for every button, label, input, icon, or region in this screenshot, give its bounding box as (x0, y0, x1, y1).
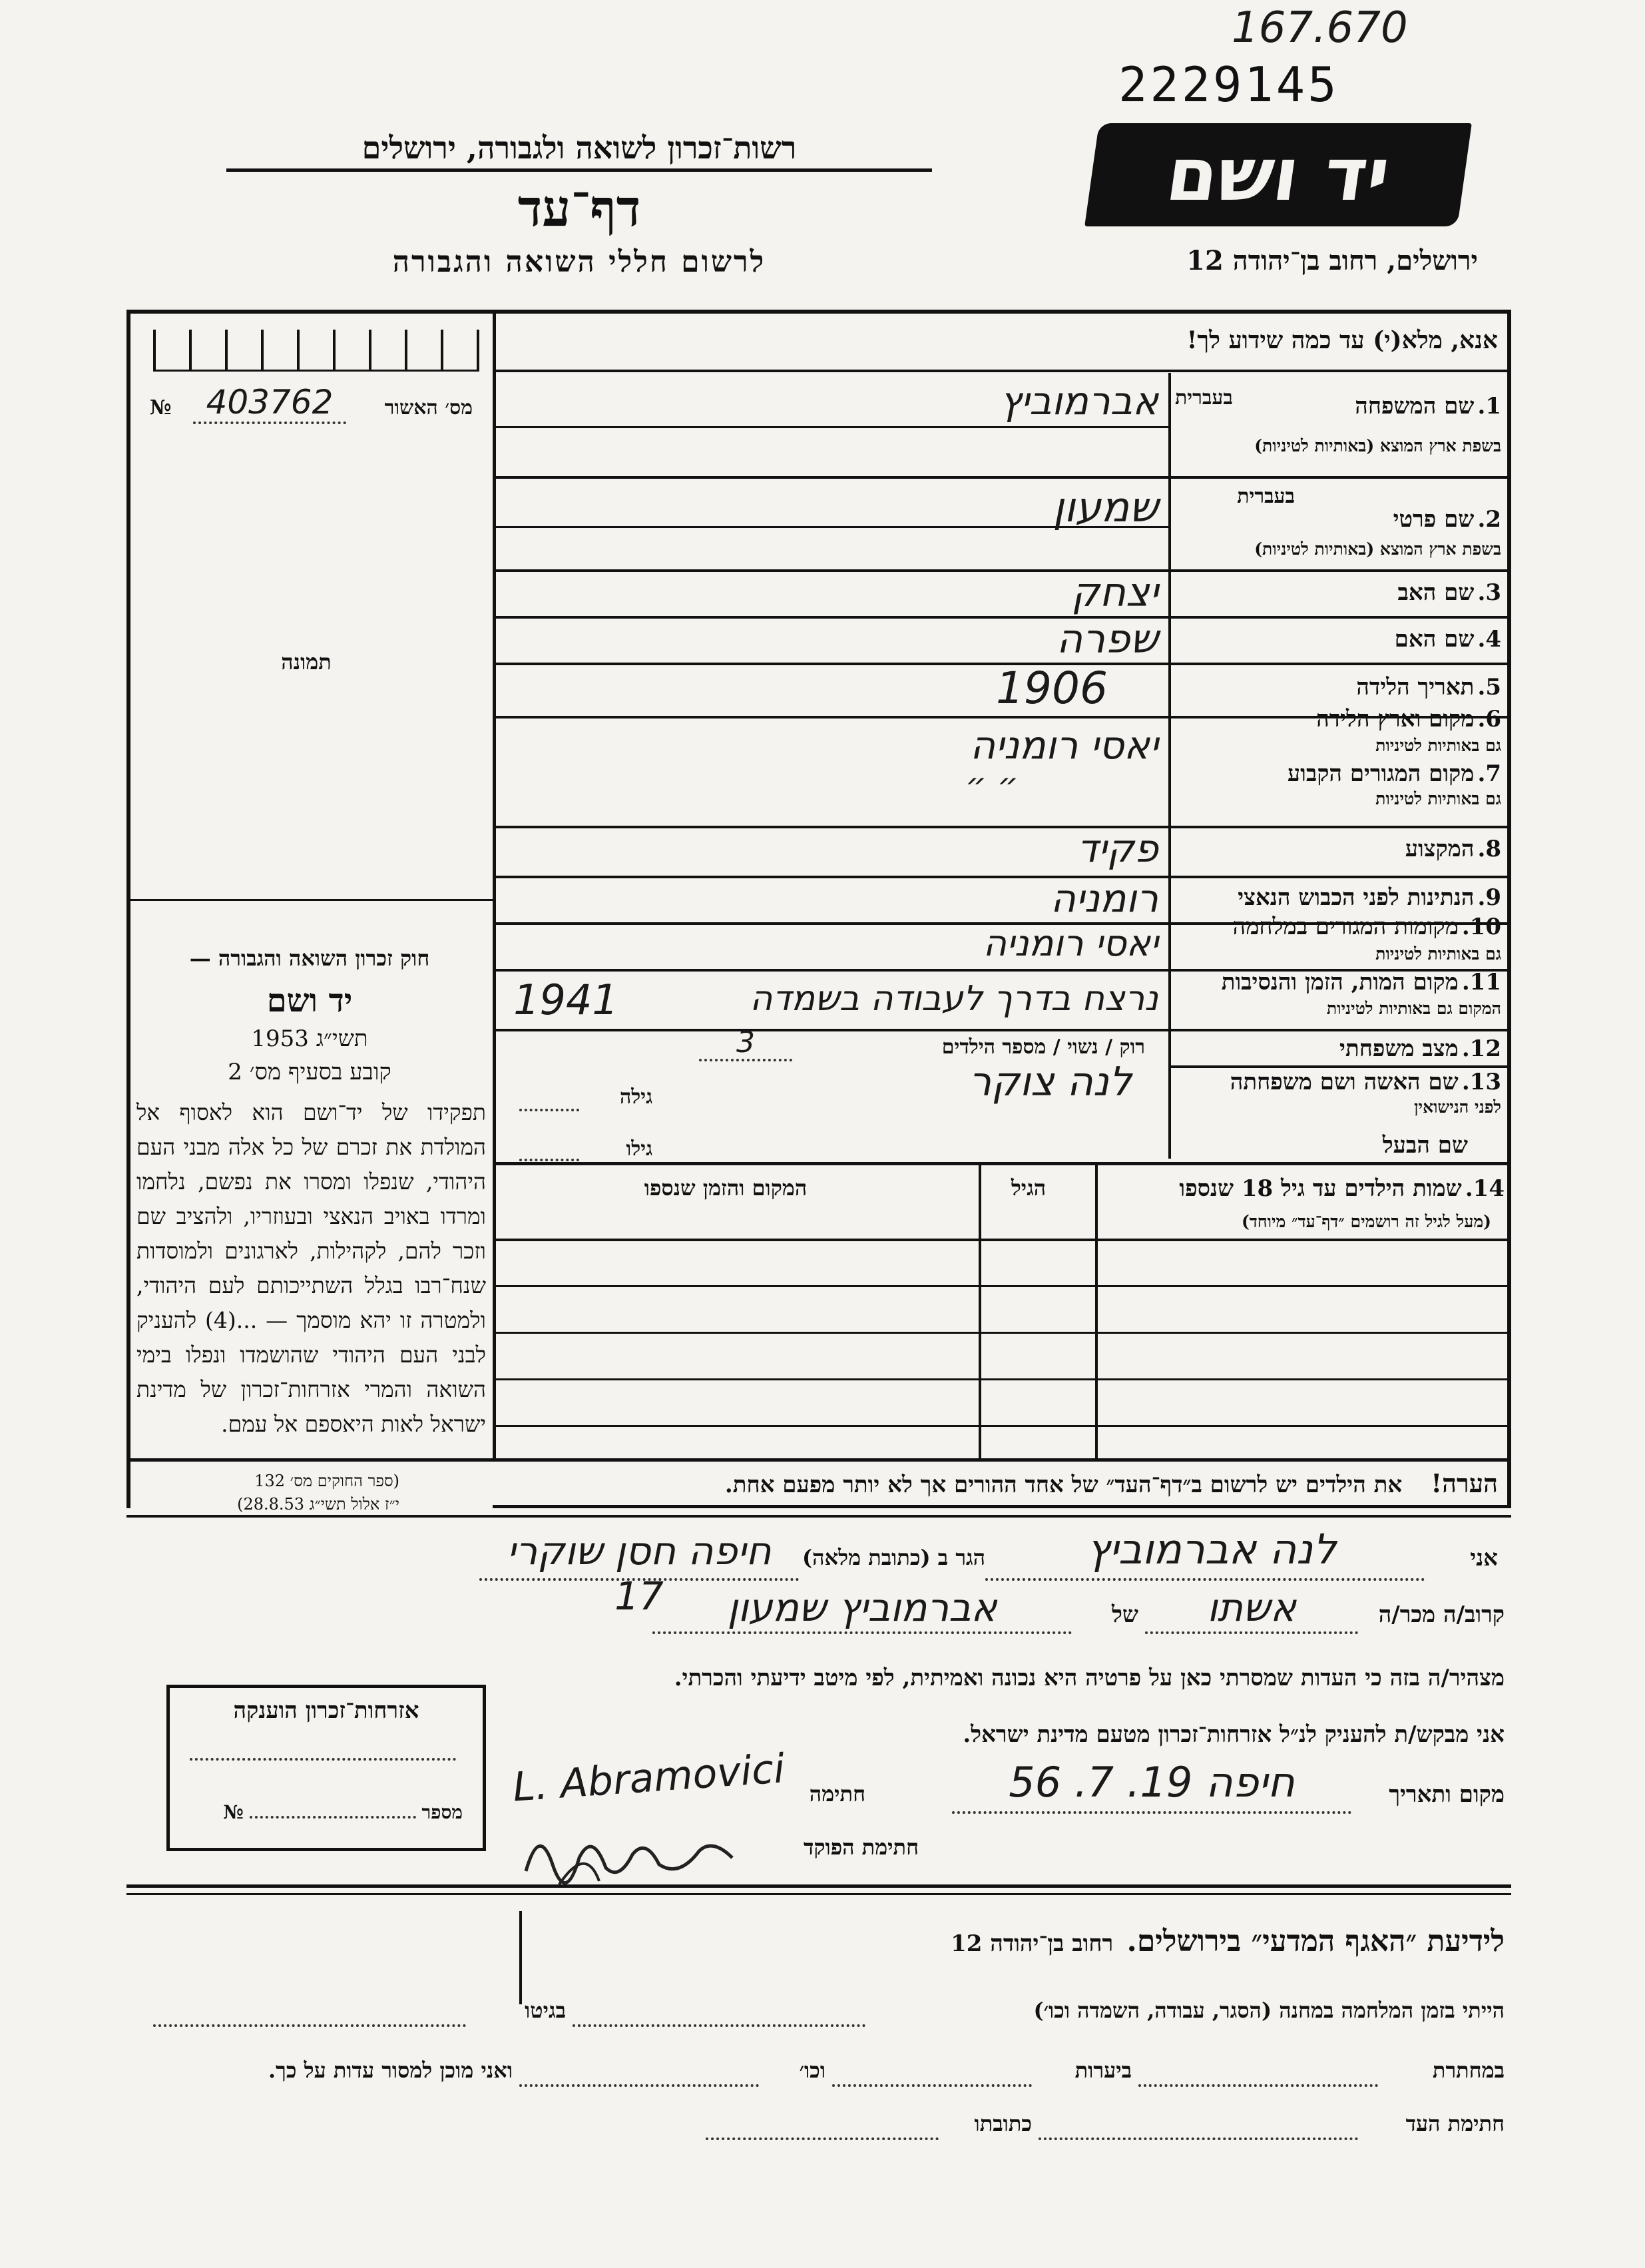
field-14-age-col: הגיל (1011, 1175, 1047, 1201)
handwritten-number: 167.670 (1232, 3, 1408, 53)
decl-residing-label: הגר ב (כתובת מלאה) (802, 1545, 985, 1570)
stamp-number: 2229145 (1118, 57, 1339, 113)
approval-label: מס׳ האשור (384, 396, 473, 420)
decl-relative-label: קרוב/ה מכר/ה (1378, 1601, 1505, 1628)
field-2-value: שמעון (1053, 483, 1158, 531)
decl-relative-name: אברמוביץ שמעון (727, 1585, 997, 1630)
field-2-label: 2. שם פרטי (1393, 506, 1501, 533)
approval-number: 403762 (193, 383, 346, 424)
law-clause: קובע בסעיף מס׳ 2 (228, 1059, 391, 1085)
field-5-value: 1906 (996, 663, 1108, 714)
field-6-value: יאסי רומניה (970, 722, 1158, 768)
footer-line3-b: כתובתו (974, 2111, 1032, 2136)
logo (1084, 123, 1472, 226)
decl-witness-name: לנה אברמוביץ (1086, 1525, 1337, 1573)
decl-of-label: של (1112, 1601, 1138, 1628)
decl-i-label: אני (1470, 1545, 1498, 1571)
field-3-value: יצחק (1071, 569, 1158, 616)
law-source-1: (ספר החוקים מס׳ 132 (254, 1472, 399, 1490)
photo-label: תמונה (281, 649, 332, 675)
field-10-label: 10. מקומות המגורים במלחמה (1232, 914, 1501, 940)
law-source-2: י״ז אלול תשי״ג 28.8.53) (237, 1495, 399, 1514)
field-12-children: 3 (736, 1025, 755, 1059)
field-13-age-label: גילה (619, 1085, 652, 1109)
law-year: תשי״ג 1953 (251, 1025, 368, 1052)
husband-age-label: גילו (626, 1137, 652, 1161)
field-5-label: 5. תאריך הלידה (1356, 674, 1501, 701)
footer-line2-a: במחתרת (1432, 2058, 1505, 2083)
place-date-value: חיפה 19. 7. 56 (1009, 1758, 1295, 1807)
note-label: הערה! (1431, 1468, 1498, 1498)
field-9-label: 9. הנתינות לפני הכבוש הנאצי (1238, 884, 1501, 911)
logo-text: יד ושם (1161, 132, 1395, 217)
law-text: תפקידו של יד־ושם הוא לאסוף אל המולדת את זכרם של כל אלה מבני העם היהודי, שנפלו ומסרו את נפשם, נלחמו ומרדו באויב הנאצי ובעוזריו, ולהציב שם וזכר להם, לקהילות, לארגונים ולמוסדות שנח־רבו בגלל השתייכותם לעם היהודי, ולמטרה זו יהא מוסמך — ...(4) להעניק לבני העם היהודי שהושמדו ונפלו בימי השואה והמרי אזרחות־זכרון של מדינת ישראל לאות היאספם אל עמם. (136, 1099, 486, 1437)
field-8-value: פקיד (1076, 826, 1158, 871)
field-2-sub: בשפת ארץ המוצא (באותיות לטיניות) (1254, 539, 1501, 559)
officer-signature (519, 1818, 739, 1891)
law-title: חוק זכרון השואה והגבורה — (189, 946, 430, 971)
decl-address: חיפה חסן שוקרי 17 (507, 1528, 772, 1619)
field-13-sub: לפני הנישואין (1414, 1097, 1501, 1117)
field-14-label: 14. שמות הילדים עד גיל 18 שנספו (1179, 1175, 1505, 1202)
law-logo: יד ושם (266, 982, 353, 1019)
footer-title-row (519, 1924, 1505, 1958)
address: ירושלים, רחוב בן־יהודה 12 (1186, 245, 1478, 276)
form-subtitle: לרשום חללי השואה והגבורה (392, 245, 766, 279)
citizenship-number-prefix: № (223, 1801, 244, 1823)
footer-title: לידיעת ״האגף המדעי״ בירושלים. (1126, 1924, 1505, 1958)
signature: L. Abramovici (511, 1745, 787, 1811)
decl-request: אני מבקש/ת להעניק לנ״ל אזרחות־זכרון מטעם מדינת ישראל. (963, 1721, 1505, 1748)
field-7-sub: גם באותיות לטיניות (1375, 789, 1501, 808)
field-7-label: 7. מקום המגורים הקבוע (1287, 760, 1501, 787)
instruction: אנא, מלא(י) עד כמה שידוע לך! (1186, 326, 1498, 354)
field-12-options: רוק / נשוי / מספר הילדים (941, 1035, 1145, 1059)
field-13-label: 13. שם האשה ושם משפחתה (1230, 1069, 1501, 1095)
footer-line1-a: הייתי בזמן המלחמה במחנה (הסגר, עבודה, השמדה וכו׳) (1033, 1998, 1505, 2023)
footer-line2-d: ואני מוכן למסור עדות על כך. (268, 2058, 513, 2083)
footer-line1-b: בגיטו (525, 1998, 566, 2023)
field-11-value: נרצח בדרך לעבודה בשמדה (750, 979, 1158, 1019)
decl-statement: מצהיר/ה בזה כי העדות שמסרתי כאן על פרטיה היא נכונה ואמיתית, לפי מיטב ידיעתי והכרתי. (674, 1665, 1505, 1691)
field-6-label: 6. מקום וארץ הלידה (1316, 706, 1501, 732)
footer-line2-b: ביערות (1074, 2058, 1132, 2083)
footer-address: רחוב בן־יהודה 12 (951, 1930, 1114, 1957)
field-14-sub: (מעל לגיל זה רושמים ״דף־עד״ מיוחד) (1241, 1212, 1491, 1231)
field-14-place-col: המקום והזמן שנספו (644, 1175, 808, 1201)
note-text: את הילדים יש לרשום ב״דף־העד״ של אחד ההורים אך לא יותר מפעם אחת. (724, 1472, 1403, 1498)
footer-line3-a: חתימת העד (1405, 2111, 1505, 2136)
citizenship-box-title: אזרחות־זכרון הוענקה (233, 1697, 419, 1724)
field-9-value: רומניה (1050, 876, 1158, 921)
field-3-label: 3. שם האב (1397, 579, 1501, 606)
tick-boxes (153, 330, 479, 372)
approval-prefix: № (150, 396, 172, 420)
form-title: דף־עד (517, 178, 641, 238)
field-13-value: לנה צוקר (969, 1059, 1132, 1105)
citizenship-box (166, 1685, 486, 1851)
husband-label: שם הבעל (1382, 1132, 1468, 1159)
note (499, 1468, 1498, 1499)
field-8-label: 8. המקצוע (1405, 836, 1501, 862)
field-6-sub: גם באותיות לטיניות (1375, 736, 1501, 755)
signature-label: חתימה (809, 1781, 865, 1807)
field-12-label: 12. מצב משפחתי (1339, 1035, 1501, 1062)
field-1-heb-label: בעברית (1175, 386, 1233, 410)
field-1-sub: בשפת ארץ המוצא (באותיות לטיניות) (1254, 436, 1501, 455)
citizenship-number-label: מספר (421, 1801, 463, 1823)
field-11-year: 1941 (513, 976, 618, 1024)
decl-relation: אשתו (1207, 1585, 1296, 1630)
field-1-label: 1. שם המשפחה (1355, 393, 1501, 420)
field-11-sub: המקום גם באותיות לטיניות (1326, 999, 1501, 1018)
field-10-sub: גם באותיות לטיניות (1375, 944, 1501, 964)
field-10-value: יאסי רומניה (983, 922, 1158, 964)
footer-line2-c: וכו׳ (799, 2058, 825, 2083)
field-4-label: 4. שם האם (1394, 626, 1501, 653)
field-2-heb-label: בעברית (1237, 485, 1295, 508)
officer-label: חתימת הפוקד (804, 1835, 919, 1860)
field-1-value: אברמוביץ (999, 378, 1158, 424)
field-4-value: שפרה (1056, 616, 1158, 663)
citizenship-number-row (183, 1801, 463, 1824)
field-11-label: 11. מקום המות, הזמן והנסיבות (1221, 969, 1501, 995)
org-line: רשות־זכרון לשואה ולגבורה, ירושלים (226, 130, 932, 172)
place-date-label: מקום ותאריך (1389, 1781, 1505, 1808)
field-7-value: ״ ״ (965, 766, 1019, 804)
